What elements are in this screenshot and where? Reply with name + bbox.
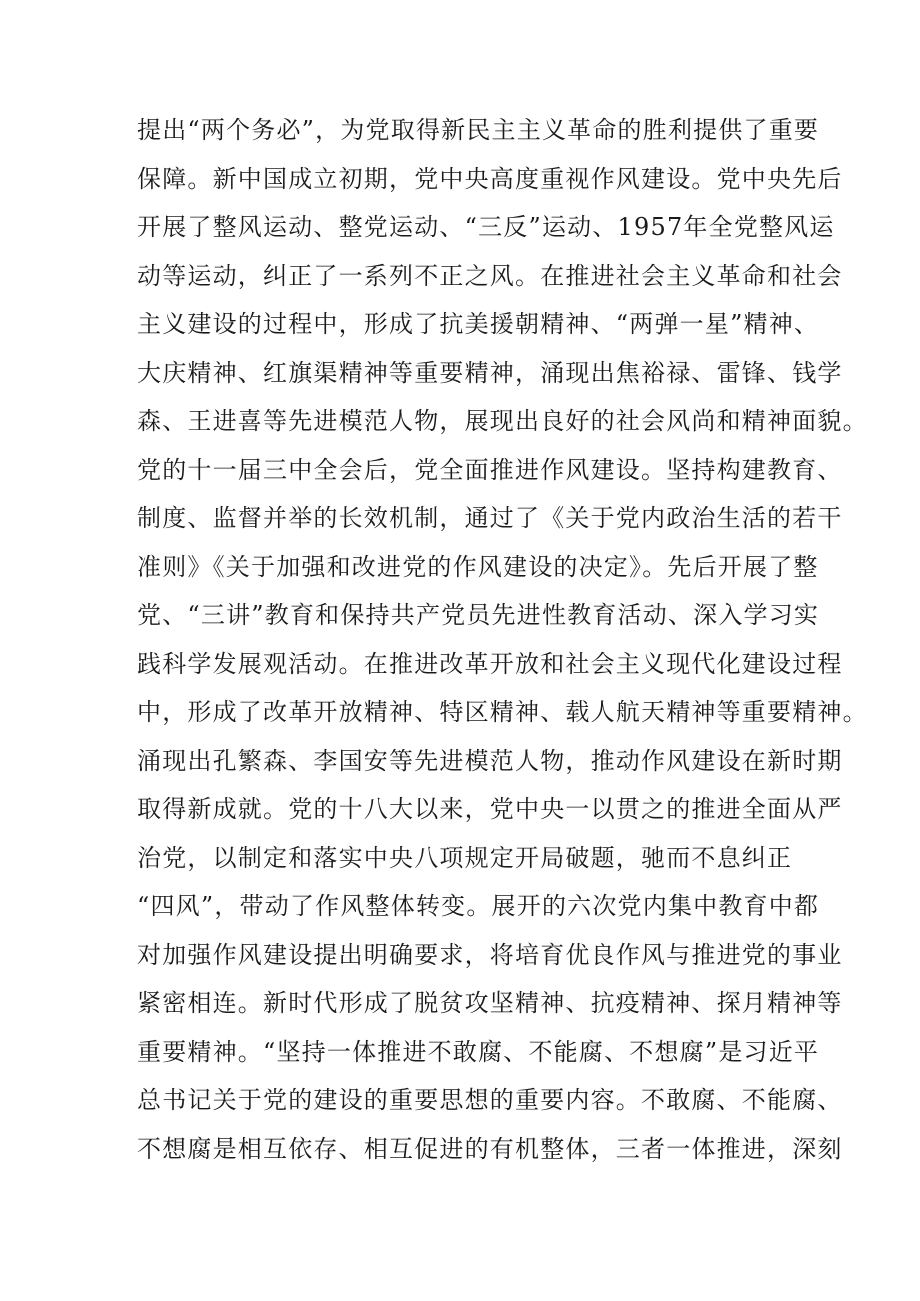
text-line-19: 紧密相连。新时代形成了脱贫攻坚精神、抗疫精神、探月精神等	[137, 989, 843, 1017]
text-line-5: 主义建设的过程中，形成了抗美援朝精神、“两弹一星”精神、	[137, 310, 820, 338]
text-line-17: “四风”，带动了作风整体转变。展开的六次党内集中教育中都	[137, 892, 820, 920]
text-line-18: 对加强作风建设提出明确要求，将培育优良作风与推进党的事业	[137, 940, 843, 969]
text-line-8: 党的十一届三中全会后，党全面推进作风建设。坚持构建教育、	[137, 455, 843, 484]
text-line-3: 开展了整风运动、整党运动、“三反”运动、1957年全党整风运	[137, 213, 835, 241]
text-line-11: 党、“三讲”教育和保持共产党员先进性教育活动、深入学习实	[137, 601, 820, 629]
text-line-13: 中，形成了改革开放精神、特区精神、载人航天精神等重要精神。	[137, 698, 868, 726]
body-text	[137, 106, 868, 1173]
text-line-10: 准则》《关于加强和改进党的作风建设的决定》。先后开展了整	[137, 552, 819, 581]
text-line-9: 制度、监督并举的长效机制，通过了《关于党内政治生活的若干	[137, 504, 843, 532]
text-line-22: 不想腐是相互依存、相互促进的有机整体，三者一体推进，深刻	[137, 1134, 843, 1163]
text-line-2: 保障。新中国成立初期，党中央高度重视作风建设。党中央先后	[137, 164, 843, 193]
text-line-4: 动等运动，纠正了一系列不正之风。在推进社会主义革命和社会	[137, 261, 843, 290]
text-line-15: 取得新成就。党的十八大以来，党中央一以贯之的推进全面从严	[137, 795, 843, 823]
text-line-6: 大庆精神、红旗渠精神等重要精神，涌现出焦裕禄、雷锋、钱学	[137, 358, 843, 387]
text-line-16: 治党，以制定和落实中央八项规定开局破题，驰而不息纠正	[137, 843, 793, 872]
text-line-1: 提出“两个务必”，为党取得新民主主义革命的胜利提供了重要	[137, 116, 820, 144]
text-line-20: 重要精神。“坚持一体推进不敢腐、不能腐、不想腐”是习近平	[137, 1037, 820, 1066]
text-line-7: 森、王进喜等先进模范人物，展现出良好的社会风尚和精神面貌。	[137, 407, 868, 435]
text-line-21: 总书记关于党的建设的重要思想的重要内容。不敢腐、不能腐、	[137, 1086, 843, 1114]
text-line-14: 涌现出孔繁森、李国安等先进模范人物，推动作风建设在新时期	[137, 746, 843, 775]
text-line-12: 践科学发展观活动。在推进改革开放和社会主义现代化建设过程	[137, 649, 843, 678]
